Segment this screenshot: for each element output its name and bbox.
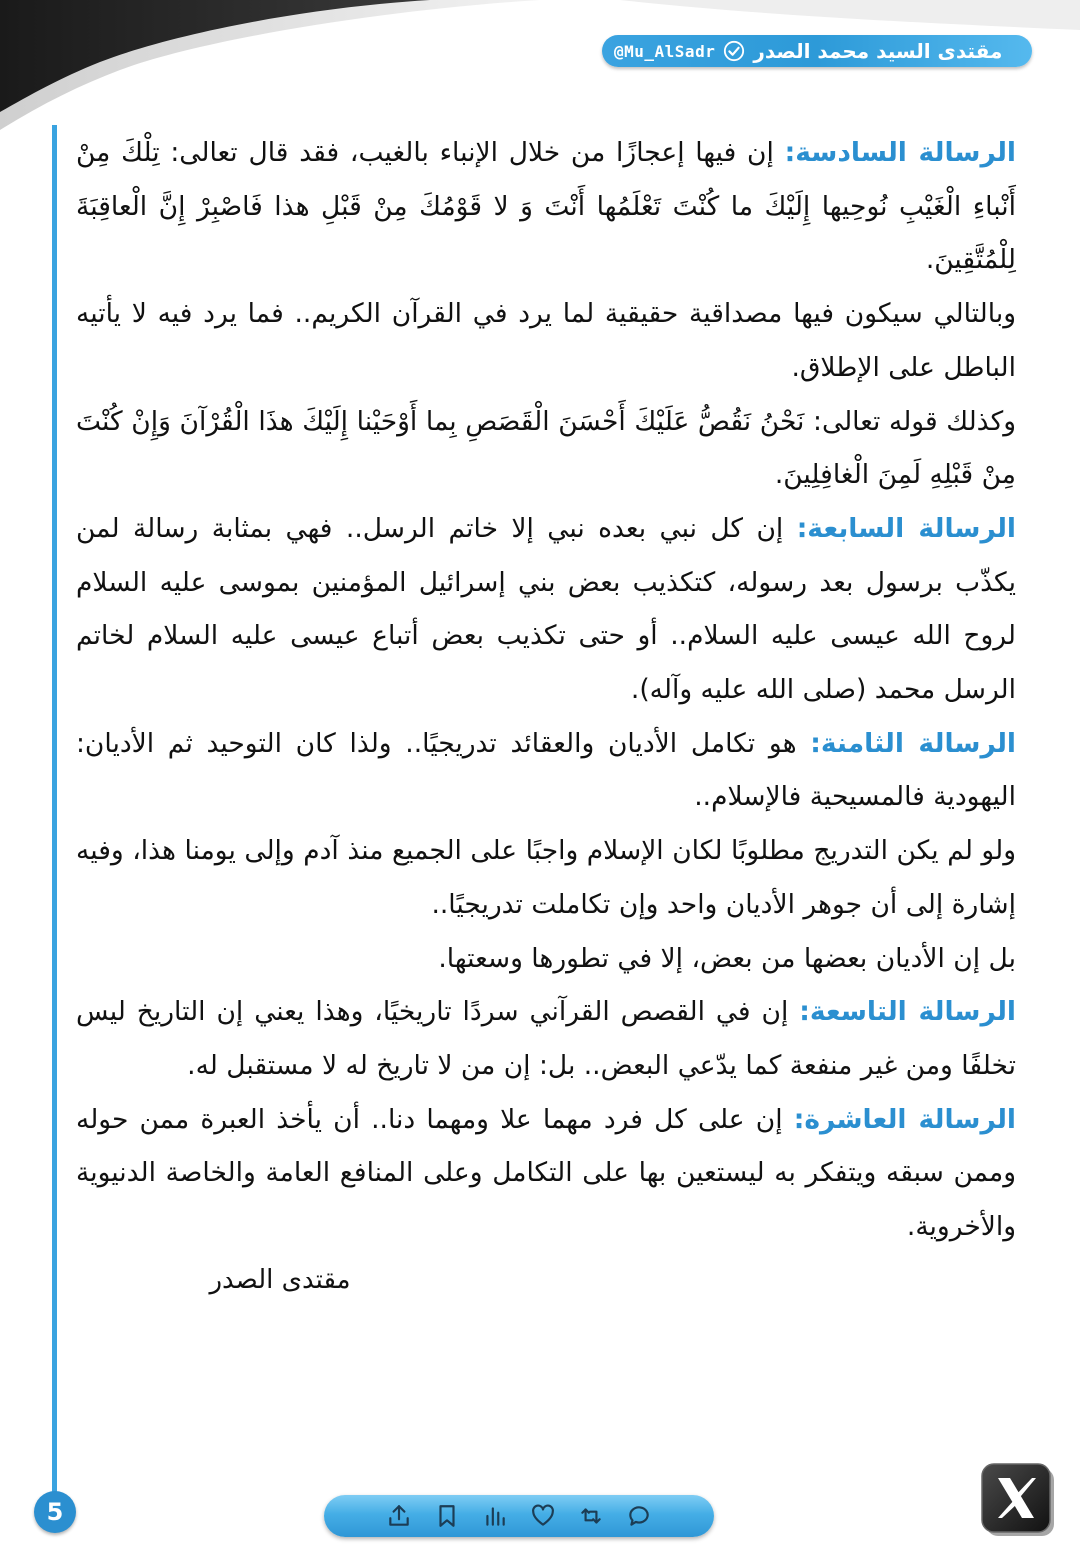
message-10-text: إن على كل فرد مهما علا ومهما دنا.. أن يأخذ العبرة ممن حوله وممن سبقه ويتفكر به ليستعين بها على التكامل وعلى المنافع العامة والخاصة الدنيوية والأخروية. xyxy=(76,1103,1016,1243)
post-action-bar xyxy=(324,1495,714,1537)
message-10-label: الرسالة العاشرة: xyxy=(793,1103,1017,1135)
page-number: 5 xyxy=(34,1491,76,1533)
x-logo-icon[interactable] xyxy=(980,1462,1058,1540)
reply-icon[interactable] xyxy=(624,1501,654,1531)
message-7-text: إن كل نبي بعده نبي إلا خاتم الرسل.. فهي بمثابة رسالة لمن يكذّب برسول بعد رسوله، كتكذيب بعض بني إسرائيل المؤمنين بموسى عليه السلام لروح الله عيسى عليه السلام.. أو حتى تكذيب بعض أتباع عيسى عليه السلام لخاتم الرسل محمد (صلى الله عليه وآله). xyxy=(76,512,1016,706)
post-body xyxy=(76,126,1016,1254)
bookmark-icon[interactable] xyxy=(432,1501,462,1531)
paragraph-gradual: ولو لم يكن التدريج مطلوبًا لكان الإسلام واجبًا على الجميع منذ آدم وإلى يومنا هذا، وفيه إشارة إلى أن جوهر الأديان واحد وإن تكاملت تدريجيًا.. xyxy=(76,835,1016,920)
verified-badge-icon xyxy=(723,40,745,62)
views-icon[interactable] xyxy=(480,1501,510,1531)
paragraph-message-8 xyxy=(76,717,1016,824)
message-7-label: الرسالة السابعة: xyxy=(796,512,1016,544)
paragraph-religions: بل إن الأديان بعضها من بعض، إلا في تطورها وسعتها. xyxy=(438,942,1016,974)
paragraph-message-7 xyxy=(76,502,1016,717)
message-6-label: الرسالة السادسة: xyxy=(784,137,1016,168)
message-8-label: الرسالة الثامنة: xyxy=(810,727,1016,759)
message-9-text: إن في القصص القرآني سردًا تاريخيًا، وهذا يعني إن التاريخ ليس تخلفًا ومن غير منفعة كما يدّعي البعض.. بل: إن من لا تاريخ له لا مستقبل له. xyxy=(76,996,1016,1081)
repost-icon[interactable] xyxy=(576,1501,606,1531)
message-9-label: الرسالة التاسعة: xyxy=(799,996,1016,1028)
paragraph-message-9 xyxy=(76,985,1016,1092)
message-8-text: هو تكامل الأديان والعقائد تدريجيًا.. ولذا كان التوحيد ثم الأديان: اليهودية فالمسيحية فالإسلام.. xyxy=(76,727,1016,813)
like-icon[interactable] xyxy=(528,1501,558,1531)
account-handle[interactable]: @Mu_AlSadr xyxy=(614,41,716,61)
frame-left-border xyxy=(52,125,57,1495)
account-header[interactable] xyxy=(602,35,1032,67)
paragraph-message-6 xyxy=(76,126,1016,287)
share-icon[interactable] xyxy=(384,1501,414,1531)
signature: مقتدى الصدر xyxy=(209,1265,351,1295)
paragraph-quran-quote: وكذلك قوله تعالى: نَحْنُ نَقُصُّ عَلَيْكَ أَحْسَنَ الْقَصَصِ بِما أَوْحَيْنا إِلَيْكَ هذَا الْقُرْآنَ وَإِنْ كُنْتَ مِنْ قَبْلِهِ لَمِنَ الْغافِلِينَ. xyxy=(76,405,1016,491)
account-name[interactable]: مقتدى السيد محمد الصدر xyxy=(753,39,1003,63)
message-6-text: إن فيها إعجازًا من خلال الإنباء بالغيب، فقد قال تعالى: تِلْكَ مِنْ أَنْباءِ الْغَيْبِ نُوحِيها إِلَيْكَ ما كُنْتَ تَعْلَمُها أَنْتَ وَ لا قَوْمُكَ مِنْ قَبْلِ هذا فَاصْبِرْ إِنَّ الْعاقِبَةَ لِلْمُتَّقِينَ. xyxy=(76,137,1016,276)
paragraph-message-10 xyxy=(76,1093,1016,1254)
paragraph-credibility: وبالتالي سيكون فيها مصداقية حقيقية لما يرد في القرآن الكريم.. فما يرد فيه لا يأتيه الباطل على الإطلاق. xyxy=(76,298,1016,383)
